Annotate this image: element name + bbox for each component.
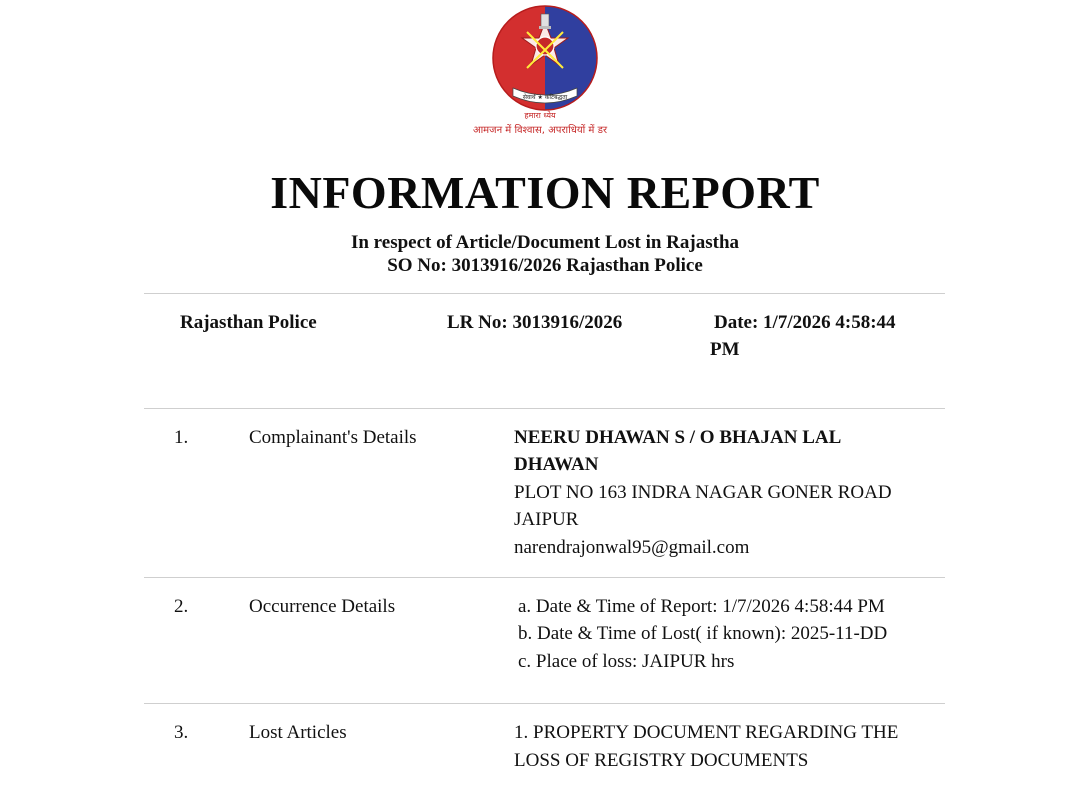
report-date: Date: 1/7/2026 4:58:44: [714, 312, 896, 333]
lr-number: LR No: 3013916/2026: [447, 312, 623, 333]
org-name: Rajasthan Police: [180, 312, 317, 333]
logo-banner-text: सेवार्थ ★ कटिबद्धता: [522, 94, 568, 101]
section-number: 1.: [174, 427, 189, 448]
section-label: Lost Articles: [249, 722, 347, 743]
report-date-ampm: PM: [710, 339, 740, 360]
occurrence-place: c. Place of loss: JAIPUR hrs: [518, 651, 735, 672]
complainant-address: PLOT NO 163 INDRA NAGAR GONER ROAD: [514, 482, 892, 503]
motto: आमजन में विश्वास, अपराधियों में डर: [472, 125, 608, 136]
lost-article-cont: LOSS OF REGISTRY DOCUMENTS: [514, 750, 809, 771]
complainant-city: JAIPUR: [514, 509, 579, 530]
lost-article: 1. PROPERTY DOCUMENT REGARDING THE: [514, 722, 899, 743]
complainant-email: narendrajonwal95@gmail.com: [514, 537, 750, 558]
divider: [144, 703, 945, 704]
complainant-name: NEERU DHAWAN S / O BHAJAN LAL: [514, 427, 842, 448]
so-number: SO No: 3013916/2026 Rajasthan Police: [387, 255, 703, 276]
divider: [144, 577, 945, 578]
occurrence-report-time: a. Date & Time of Report: 1/7/2026 4:58:44 PM: [518, 596, 885, 617]
divider: [144, 293, 945, 294]
section-label: Complainant's Details: [249, 427, 417, 448]
motto-top: हमारा ध्येय: [524, 111, 556, 120]
page-title: INFORMATION REPORT: [270, 167, 820, 218]
complainant-name-cont: DHAWAN: [514, 454, 599, 475]
occurrence-lost-time: b. Date & Time of Lost( if known): 2025-11-DD: [518, 623, 888, 644]
subtitle: In respect of Article/Document Lost in Rajastha: [350, 232, 740, 253]
section-label: Occurrence Details: [249, 596, 396, 617]
section-number: 2.: [174, 596, 189, 617]
section-number: 3.: [174, 722, 189, 743]
rajasthan-police-emblem-icon: [491, 4, 599, 112]
divider: [144, 408, 945, 409]
